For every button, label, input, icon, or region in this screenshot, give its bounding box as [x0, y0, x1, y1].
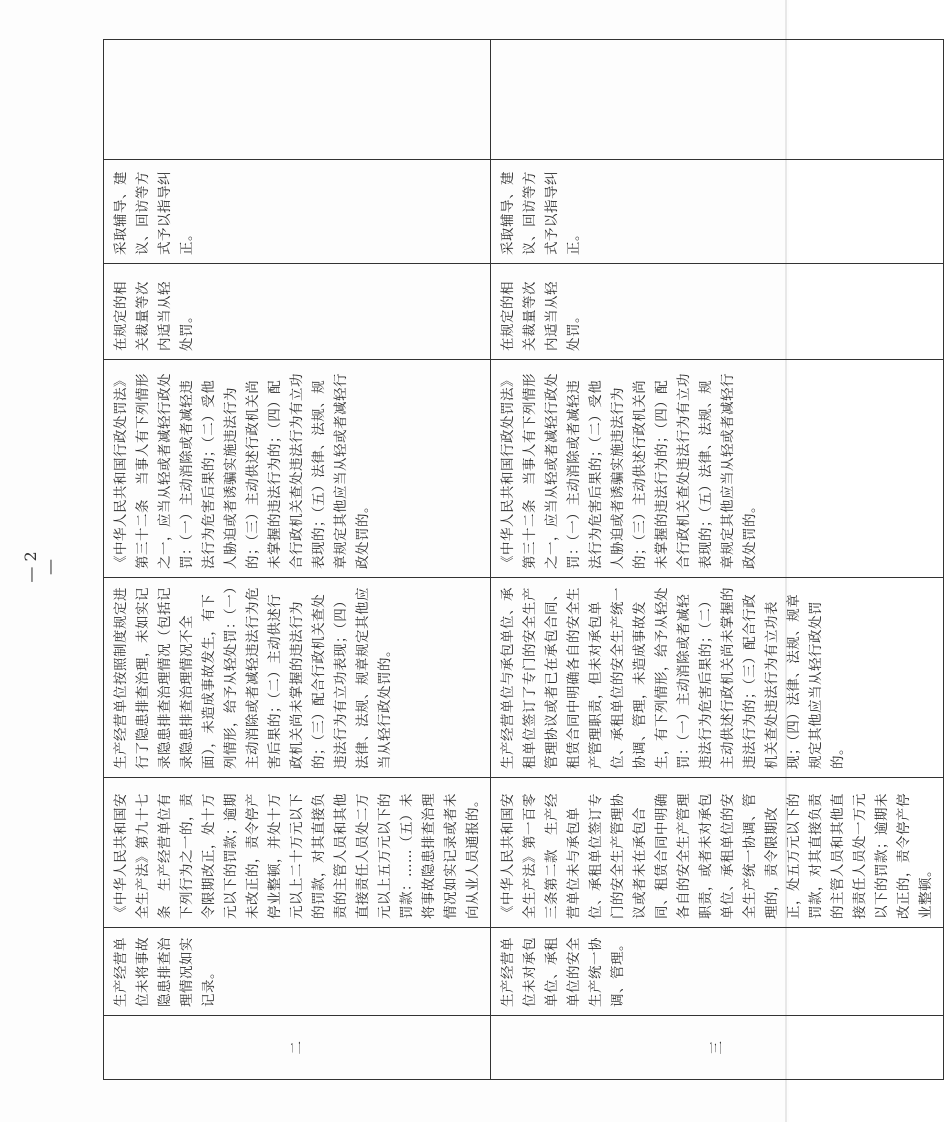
lenient-basis: 《中华人民共和国行政处罚法》第三十二条 当事人有下列情形之一，应当从轻或者减轻行政处罚：（一）主动消除或者减轻违法行为危害后果的；（二）受他人胁迫或者诱骗实施违法行为的；（三）主动供述行政机关尚未掌握的违法行为的；（四）配合行政机关查处违法行为有立功表现的；（五）法律、法规、规章规定其他应当从轻或者减轻行政处罚的。 — [104, 360, 491, 578]
lenient-standard: 生产经营单位按照制度规定进行了隐患排查治理，未如实记录隐患排查治理情况（包括记录隐患排查治理情况不全面），未造成事故发生，有下列情形，给予从轻处罚：（一）主动消除或者减轻违法行为危害后果的；（二）主动供述行政机关尚未掌握的违法行为的；（三）配合行政机关查处违法行为有立功表现；（四）法律、法规、规章规定其他应当从轻行政处罚的。 — [104, 578, 491, 778]
penalty-table — [103, 39, 944, 1080]
lenient-standard: 生产经营单位与承包单位、承租单位签订了专门的安全生产管理协议或者已在承包合同、租赁合同中明确各自的安全生产管理职责，但未对承包单位、承租单位的安全生产统一协调、管理，未造成事故发生，有下列情形，给予从轻处罚：（一）主动消除或者减轻违法行为危害后果的；（二）主动供述行政机关尚未掌握的违法行为的；（三）配合行政机关查处违法行为有立功表现；（四）法律、法规、规章规定其他应当从轻行政处罚的。 — [491, 578, 944, 778]
corrective-measure: 采取辅导、建议、回访等方式予以指导纠正。 — [104, 160, 491, 264]
penalty-level: 在规定的相关裁量等次内适当从轻处罚。 — [491, 264, 944, 360]
lenient-basis: 《中华人民共和国行政处罚法》第三十二条 当事人有下列情形之一，应当从轻或者减轻行政处罚：（一）主动消除或者减轻违法行为危害后果的；（二）受他人胁迫或者诱骗实施违法行为的；（三）主动供述行政机关尚未掌握的违法行为的；（四）配合行政机关查处违法行为有立功表现的；（五）法律、法规、规章规定其他应当从轻或者减轻行政处罚的。 — [491, 360, 944, 578]
row-number: 三 — [491, 1016, 944, 1080]
corrective-measure: 采取辅导、建议、回访等方式予以指导纠正。 — [491, 160, 944, 264]
remarks — [491, 40, 944, 160]
rotated-table-wrapper — [103, 40, 934, 1080]
remarks — [104, 40, 491, 160]
row-number: 二 — [104, 1016, 491, 1080]
page-number: — 2 — — [21, 551, 59, 583]
legal-basis: 《中华人民共和国安全生产法》第一百零三条第二款 生产经营单位未与承包单位、承租单位签订专门的安全生产管理协议或者未在承包合同、租赁合同中明确各自的安全生产管理职责，或者未对承包单位、承租单位的安全生产统一协调、管理的，责令限期改正，处五万元以下的罚款，对其直接负责的主管人员和其他直接责任人员处一万元以下的罚款；逾期未改正的，责令停产停业整顿。 — [491, 778, 944, 928]
violation-type: 生产经营单位未将事故隐患排查治理情况如实记录。 — [104, 928, 491, 1016]
legal-basis: 《中华人民共和国安全生产法》第九十七条 生产经营单位有下列行为之一的，责令限期改正，处十万元以下的罚款；逾期未改正的，责令停产停业整顿，并处十万元以上二十万元以下的罚款，对其直接负责的主管人员和其他直接责任人员处二万元以上五万元以下的罚款：……（五）未将事故隐患排查治理情况如实记录或者未向从业人员通报的。 — [104, 778, 491, 928]
table-row — [104, 40, 491, 1080]
rotated-table — [103, 40, 934, 1080]
violation-type: 生产经营单位未对承包单位、承租单位的安全生产统一协调、管理。 — [491, 928, 944, 1016]
penalty-level: 在规定的相关裁量等次内适当从轻处罚。 — [104, 264, 491, 360]
table-row — [491, 40, 944, 1080]
